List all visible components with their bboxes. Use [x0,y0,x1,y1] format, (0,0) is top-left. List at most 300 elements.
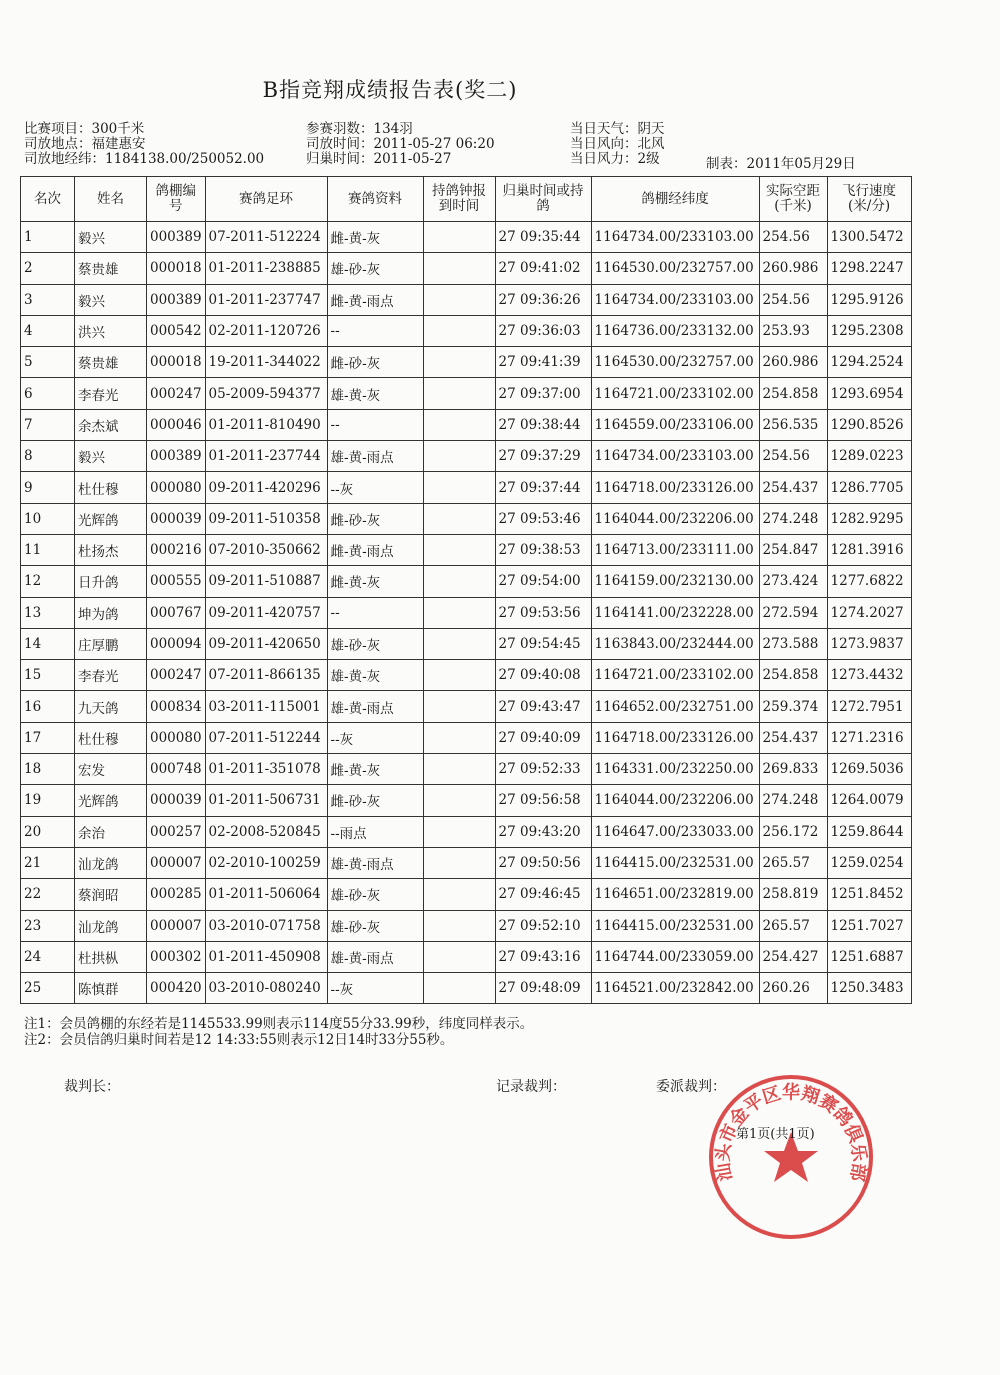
cell-loft-coords: 1164521.00/232842.00 [591,973,759,1004]
cell-loft-id: 000302 [147,941,206,972]
cell-rank: 8 [21,441,75,472]
cell-rank: 5 [21,347,75,378]
cell-clock-time [423,441,495,472]
cell-loft-id: 000046 [147,409,206,440]
table-row [21,472,912,503]
cell-speed: 1293.6954 [827,378,911,409]
cell-distance: 258.819 [759,879,827,910]
cell-ring: 09-2011-510358 [205,503,327,534]
cell-return-time: 27 09:40:08 [495,660,591,691]
cell-return-time: 27 09:53:56 [495,597,591,628]
cell-rank: 22 [21,879,75,910]
cell-ring: 02-2010-100259 [205,847,327,878]
cell-loft-id: 000007 [147,847,206,878]
cell-loft-coords: 1164734.00/233103.00 [591,222,759,253]
cell-pigeon-info: 雄-黄-雨点 [327,441,423,472]
cell-pigeon-info: 雌-砂-灰 [327,503,423,534]
cell-loft-id: 000389 [147,222,206,253]
header-pigeon-info: 赛鸽资料 [327,177,423,222]
cell-speed: 1298.2247 [827,253,911,284]
header-ring: 赛鸽足环 [205,177,327,222]
cell-return-time: 27 09:43:16 [495,941,591,972]
note-1: 注1：会员鸽棚的东经若是1145533.99则表示114度55分33.99秒，纬度同样表示。 [24,1016,534,1032]
cell-clock-time [423,503,495,534]
cell-loft-coords: 1164721.00/233102.00 [591,660,759,691]
cell-loft-coords: 1164721.00/233102.00 [591,378,759,409]
cell-rank: 16 [21,691,75,722]
cell-ring: 02-2011-120726 [205,315,327,346]
cell-distance: 256.172 [759,816,827,847]
cell-rank: 1 [21,222,75,253]
cell-loft-coords: 1164415.00/232531.00 [591,910,759,941]
cell-distance: 254.427 [759,941,827,972]
cell-ring: 03-2010-071758 [205,910,327,941]
cell-pigeon-info: --灰 [327,472,423,503]
cell-ring: 07-2011-512244 [205,722,327,753]
cell-name: 坤为鸽 [75,597,147,628]
cell-pigeon-info: 雌-砂-灰 [327,347,423,378]
cell-name: 日升鸽 [75,566,147,597]
cell-loft-id: 000216 [147,534,206,565]
cell-ring: 02-2008-520845 [205,816,327,847]
report-title: B指竞翔成绩报告表(奖二) [262,78,518,102]
cell-loft-id: 000080 [147,472,206,503]
judge-head-label: 裁判长： [64,1079,120,1095]
cell-ring: 07-2011-866135 [205,660,327,691]
cell-name: 洪兴 [75,315,147,346]
cell-distance: 260.986 [759,253,827,284]
cell-return-time: 27 09:53:46 [495,503,591,534]
cell-clock-time [423,315,495,346]
cell-return-time: 27 09:41:02 [495,253,591,284]
cell-distance: 254.437 [759,472,827,503]
cell-name: 蔡贵雄 [75,347,147,378]
cell-return-time: 27 09:56:58 [495,785,591,816]
cell-return-time: 27 09:35:44 [495,222,591,253]
cell-loft-coords: 1164044.00/232206.00 [591,503,759,534]
cell-speed: 1273.9837 [827,628,911,659]
cell-distance: 272.594 [759,597,827,628]
cell-return-time: 27 09:52:10 [495,910,591,941]
cell-speed: 1273.4432 [827,660,911,691]
cell-loft-id: 000285 [147,879,206,910]
table-row [21,441,912,472]
cell-loft-coords: 1164736.00/233132.00 [591,315,759,346]
cell-distance: 254.56 [759,222,827,253]
cell-return-time: 27 09:54:45 [495,628,591,659]
cell-clock-time [423,660,495,691]
cell-distance: 259.374 [759,691,827,722]
cell-rank: 9 [21,472,75,503]
cell-return-time: 27 09:48:09 [495,973,591,1004]
cell-clock-time [423,816,495,847]
cell-distance: 254.858 [759,378,827,409]
table-row [21,660,912,691]
cell-pigeon-info: 雌-黄-雨点 [327,534,423,565]
cell-clock-time [423,785,495,816]
cell-clock-time [423,378,495,409]
cell-rank: 21 [21,847,75,878]
weather: 当日天气：阴天 [570,121,665,137]
cell-pigeon-info: -- [327,597,423,628]
cell-clock-time [423,722,495,753]
cell-rank: 13 [21,597,75,628]
cell-ring: 01-2011-238885 [205,253,327,284]
cell-rank: 4 [21,315,75,346]
cell-pigeon-info: 雄-黄-雨点 [327,691,423,722]
cell-ring: 07-2011-512224 [205,222,327,253]
cell-distance: 254.847 [759,534,827,565]
cell-pigeon-info: 雄-黄-雨点 [327,847,423,878]
cell-pigeon-info: 雌-黄-灰 [327,222,423,253]
table-row [21,597,912,628]
cell-ring: 01-2011-450908 [205,941,327,972]
cell-ring: 09-2011-420757 [205,597,327,628]
table-row [21,284,912,315]
header-loft-id: 鸽棚编号 [147,177,206,222]
cell-loft-coords: 1164718.00/233126.00 [591,472,759,503]
cell-pigeon-info: 雄-砂-灰 [327,910,423,941]
release-coordinates: 司放地经纬：1184138.00/250052.00 [24,151,265,167]
cell-rank: 6 [21,378,75,409]
cell-speed: 1251.7027 [827,910,911,941]
cell-loft-id: 000389 [147,441,206,472]
table-row [21,566,912,597]
cell-return-time: 27 09:37:29 [495,441,591,472]
cell-rank: 14 [21,628,75,659]
cell-name: 汕龙鸽 [75,910,147,941]
page-number: 第1页(共1页) [736,1127,815,1142]
cell-speed: 1259.0254 [827,847,911,878]
cell-rank: 18 [21,754,75,785]
cell-loft-id: 000389 [147,284,206,315]
cell-speed: 1295.2308 [827,315,911,346]
cell-speed: 1271.2316 [827,722,911,753]
table-row [21,503,912,534]
cell-loft-coords: 1164744.00/233059.00 [591,941,759,972]
cell-ring: 01-2011-351078 [205,754,327,785]
cell-return-time: 27 09:40:09 [495,722,591,753]
cell-return-time: 27 09:36:03 [495,315,591,346]
cell-pigeon-info: 雄-黄-灰 [327,660,423,691]
cell-loft-id: 000257 [147,816,206,847]
cell-loft-coords: 1164159.00/232130.00 [591,566,759,597]
cell-distance: 273.424 [759,566,827,597]
cell-pigeon-info: 雌-黄-雨点 [327,284,423,315]
cell-loft-id: 000767 [147,597,206,628]
info-column-left [24,122,264,167]
cell-loft-coords: 1164141.00/232228.00 [591,597,759,628]
info-column-middle [306,122,495,167]
cell-speed: 1289.0223 [827,441,911,472]
cell-rank: 2 [21,253,75,284]
cell-return-time: 27 09:46:45 [495,879,591,910]
cell-pigeon-info: 雌-砂-灰 [327,785,423,816]
cell-name: 余治 [75,816,147,847]
cell-clock-time [423,347,495,378]
cell-name: 杜拱枞 [75,941,147,972]
cell-pigeon-info: 雄-黄-灰 [327,378,423,409]
cell-distance: 260.26 [759,973,827,1004]
cell-distance: 273.588 [759,628,827,659]
cell-ring: 01-2011-506731 [205,785,327,816]
cell-name: 汕龙鸽 [75,847,147,878]
cell-rank: 10 [21,503,75,534]
cell-name: 余杰斌 [75,409,147,440]
cell-rank: 23 [21,910,75,941]
cell-return-time: 27 09:37:44 [495,472,591,503]
cell-rank: 7 [21,409,75,440]
cell-name: 毅兴 [75,284,147,315]
cell-loft-coords: 1164331.00/232250.00 [591,754,759,785]
cell-return-time: 27 09:43:47 [495,691,591,722]
header-name: 姓名 [75,177,147,222]
cell-loft-id: 000018 [147,253,206,284]
cell-rank: 19 [21,785,75,816]
cell-clock-time [423,597,495,628]
cell-name: 庄厚鹏 [75,628,147,659]
cell-loft-id: 000748 [147,754,206,785]
cell-rank: 20 [21,816,75,847]
header-speed: 飞行速度(米/分) [827,177,911,222]
cell-loft-coords: 1164530.00/232757.00 [591,347,759,378]
cell-speed: 1281.3916 [827,534,911,565]
cell-rank: 24 [21,941,75,972]
cell-speed: 1251.6887 [827,941,911,972]
table-row [21,628,912,659]
cell-clock-time [423,534,495,565]
table-row [21,222,912,253]
table-row [21,847,912,878]
table-row [21,754,912,785]
cell-ring: 03-2011-115001 [205,691,327,722]
cell-speed: 1290.8526 [827,409,911,440]
cell-name: 杜扬杰 [75,534,147,565]
cell-name: 光辉鸽 [75,503,147,534]
made-by-date: 制表：2011年05月29日 [706,156,856,172]
cell-speed: 1294.2524 [827,347,911,378]
cell-pigeon-info: 雌-黄-灰 [327,566,423,597]
table-row [21,315,912,346]
cell-pigeon-info: 雄-砂-灰 [327,253,423,284]
info-column-right [570,122,665,167]
cell-loft-coords: 1164713.00/233111.00 [591,534,759,565]
header-clock-time: 持鸽钟报到时间 [423,177,495,222]
cell-rank: 15 [21,660,75,691]
cell-return-time: 27 09:52:33 [495,754,591,785]
cell-pigeon-info: --灰 [327,722,423,753]
cell-loft-id: 000018 [147,347,206,378]
cell-name: 李春光 [75,660,147,691]
cell-ring: 09-2011-510887 [205,566,327,597]
cell-pigeon-info: 雌-黄-灰 [327,754,423,785]
cell-rank: 17 [21,722,75,753]
cell-clock-time [423,253,495,284]
cell-speed: 1295.9126 [827,284,911,315]
table-row [21,378,912,409]
cell-distance: 253.93 [759,315,827,346]
cell-ring: 05-2009-594377 [205,378,327,409]
cell-return-time: 27 09:38:53 [495,534,591,565]
race-item: 比赛项目：300千米 [24,121,145,137]
table-row [21,941,912,972]
cell-speed: 1286.7705 [827,472,911,503]
cell-distance: 254.56 [759,284,827,315]
cell-speed: 1269.5036 [827,754,911,785]
cell-pigeon-info: -- [327,315,423,346]
cell-ring: 01-2011-810490 [205,409,327,440]
cell-speed: 1274.2027 [827,597,911,628]
cell-distance: 274.248 [759,785,827,816]
cell-ring: 03-2010-080240 [205,973,327,1004]
cell-clock-time [423,566,495,597]
cell-return-time: 27 09:37:00 [495,378,591,409]
cell-ring: 01-2011-237744 [205,441,327,472]
table-row [21,785,912,816]
cell-speed: 1259.8644 [827,816,911,847]
cell-speed: 1272.7951 [827,691,911,722]
cell-loft-id: 000247 [147,660,206,691]
cell-name: 陈慎群 [75,973,147,1004]
table-row [21,347,912,378]
cell-speed: 1300.5472 [827,222,911,253]
cell-speed: 1250.3483 [827,973,911,1004]
wind-force: 当日风力：2级 [570,151,660,167]
cell-distance: 269.833 [759,754,827,785]
cell-loft-coords: 1164415.00/232531.00 [591,847,759,878]
release-time: 司放时间：2011-05-27 06:20 [306,136,495,152]
cell-loft-coords: 1164652.00/232751.00 [591,691,759,722]
cell-name: 毅兴 [75,222,147,253]
cell-distance: 265.57 [759,910,827,941]
cell-loft-id: 000247 [147,378,206,409]
header-distance: 实际空距(千米) [759,177,827,222]
cell-loft-id: 000007 [147,910,206,941]
cell-rank: 11 [21,534,75,565]
cell-loft-coords: 1164651.00/232819.00 [591,879,759,910]
cell-name: 蔡贵雄 [75,253,147,284]
cell-pigeon-info: 雄-砂-灰 [327,879,423,910]
cell-clock-time [423,879,495,910]
table-row [21,973,912,1004]
cell-distance: 256.535 [759,409,827,440]
cell-pigeon-info: 雄-砂-灰 [327,628,423,659]
cell-ring: 09-2011-420650 [205,628,327,659]
cell-return-time: 27 09:43:20 [495,816,591,847]
results-table [20,176,912,1004]
results-body [21,222,912,1004]
cell-return-time: 27 09:36:26 [495,284,591,315]
cell-pigeon-info: -- [327,409,423,440]
entries-count: 参赛羽数：134羽 [306,121,413,137]
table-row [21,816,912,847]
cell-speed: 1282.9295 [827,503,911,534]
return-time: 归巢时间：2011-05-27 [306,151,452,167]
cell-distance: 254.56 [759,441,827,472]
seal-text-icon: 汕头市金平区华翔赛鸽俱乐部 [712,1082,870,1183]
cell-rank: 25 [21,973,75,1004]
cell-clock-time [423,222,495,253]
cell-clock-time [423,973,495,1004]
cell-clock-time [423,847,495,878]
cell-ring: 09-2011-420296 [205,472,327,503]
notes [24,1016,533,1048]
cell-loft-id: 000555 [147,566,206,597]
cell-ring: 01-2011-237747 [205,284,327,315]
cell-clock-time [423,472,495,503]
cell-speed: 1251.8452 [827,879,911,910]
cell-clock-time [423,910,495,941]
cell-name: 毅兴 [75,441,147,472]
cell-distance: 265.57 [759,847,827,878]
cell-clock-time [423,409,495,440]
table-row [21,253,912,284]
cell-loft-id: 000420 [147,973,206,1004]
cell-name: 杜仕穆 [75,722,147,753]
appointed-judge-label: 委派裁判： [656,1079,726,1095]
cell-loft-id: 000080 [147,722,206,753]
cell-loft-id: 000834 [147,691,206,722]
cell-loft-coords: 1164718.00/233126.00 [591,722,759,753]
cell-clock-time [423,628,495,659]
cell-return-time: 27 09:38:44 [495,409,591,440]
cell-rank: 3 [21,284,75,315]
cell-distance: 254.437 [759,722,827,753]
cell-loft-coords: 1164647.00/233033.00 [591,816,759,847]
cell-loft-coords: 1164734.00/233103.00 [591,441,759,472]
cell-clock-time [423,754,495,785]
cell-loft-coords: 1164559.00/233106.00 [591,409,759,440]
record-judge-label: 记录裁判： [496,1079,566,1095]
cell-pigeon-info: --雨点 [327,816,423,847]
cell-ring: 01-2011-506064 [205,879,327,910]
cell-loft-coords: 1164044.00/232206.00 [591,785,759,816]
cell-speed: 1264.0079 [827,785,911,816]
cell-name: 李春光 [75,378,147,409]
cell-distance: 260.986 [759,347,827,378]
cell-pigeon-info: 雄-黄-雨点 [327,941,423,972]
table-row [21,910,912,941]
club-seal-stamp [706,1072,876,1242]
note-2: 注2：会员信鸽归巢时间若是12 14:33:55则表示12日14时33分55秒。 [24,1032,454,1048]
cell-return-time: 27 09:41:39 [495,347,591,378]
cell-name: 九天鸽 [75,691,147,722]
cell-loft-coords: 1163843.00/232444.00 [591,628,759,659]
table-row [21,879,912,910]
cell-name: 光辉鸽 [75,785,147,816]
cell-loft-id: 000039 [147,503,206,534]
cell-speed: 1277.6822 [827,566,911,597]
header-loft-coords: 鸽棚经纬度 [591,177,759,222]
release-place: 司放地点：福建惠安 [24,136,146,152]
cell-name: 杜仕穆 [75,472,147,503]
table-row [21,691,912,722]
cell-loft-id: 000542 [147,315,206,346]
cell-loft-coords: 1164530.00/232757.00 [591,253,759,284]
cell-ring: 19-2011-344022 [205,347,327,378]
table-row [21,534,912,565]
table-row [21,722,912,753]
cell-clock-time [423,284,495,315]
header-rank: 名次 [21,177,75,222]
table-row [21,409,912,440]
cell-loft-id: 000039 [147,785,206,816]
wind-direction: 当日风向：北风 [570,136,665,152]
cell-ring: 07-2010-350662 [205,534,327,565]
cell-rank: 12 [21,566,75,597]
cell-loft-coords: 1164734.00/233103.00 [591,284,759,315]
cell-return-time: 27 09:50:56 [495,847,591,878]
